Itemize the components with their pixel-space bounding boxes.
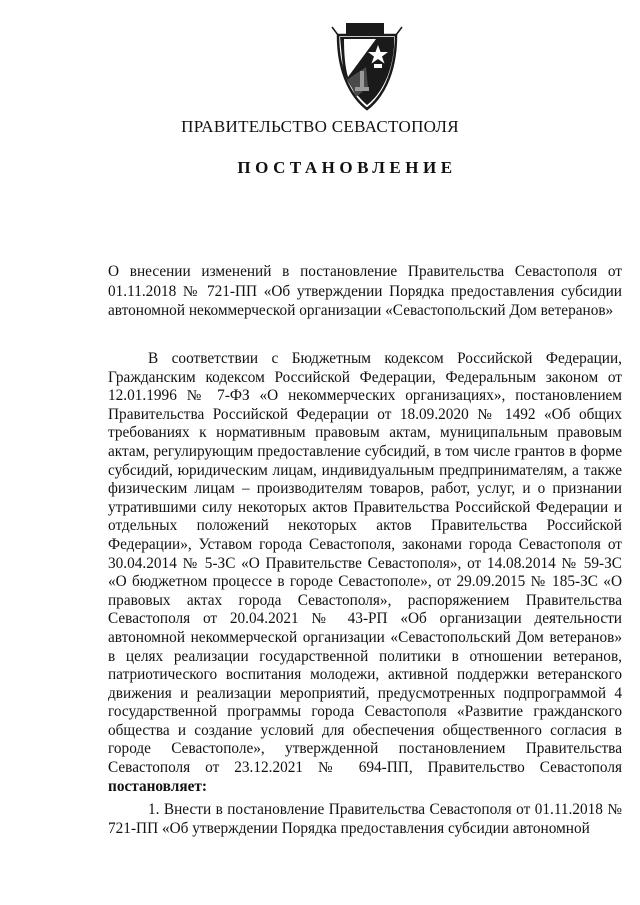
coat-of-arms-icon	[326, 17, 408, 113]
preamble-paragraph	[108, 350, 622, 796]
document-subject: О внесении изменений в постановление Правительства Севастополя от 01.11.2018 № 721-ПП «Об утверждении Порядка предоставления субсидии автономной некоммерческой организации «Севастопольский Дом ветеранов»	[108, 263, 622, 319]
preamble-text: В соответствии с Бюджетным кодексом Российской Федерации, Гражданским кодексом Российской Федерации, Федеральным законом от 12.01.1996 № 7-ФЗ «О некоммерческих организациях», постановлением Правительства Российской Федерации от 18.09.2020 № 1492 «Об общих требованиях к нормативным правовым актам, муниципальным правовым актам, регулирующим предоставление субсидий, в том числе грантов в форме субсидий, юридическим лицам, индивидуальным предпринимателям, а также физическим лицам – производителям товаров, работ, услуг, и о признании утратившими силу некоторых актов Правительства Российской Федерации и отдельных положений некоторых актов Правительства Российской Федерации», Уставом города Севастополя, законами города Севастополя от 30.04.2014 № 5-ЗС «О Правительстве Севастополя», от 14.08.2014 № 59-ЗС «О бюджетном процессе в городе Севастополе», от 29.09.2015 № 185-ЗС «О правовых актах города Севастополя», распоряжением Правительства Севастополя от 20.04.2021 № 43-РП «Об организации деятельности автономной некоммерческой организации «Севастопольский Дом ветеранов» в целях реализации государственной политики в отношении ветеранов, патриотического воспитания молодежи, активной поддержки ветеранского движения и реализации мероприятий, предусмотренных подпрограммой 4 государственной программы города Севастополя «Развитие гражданского общества и создание условий для обеспечения общественного согласия в городе Севастополе», утвержденной постановлением Правительства Севастополя от 23.12.2021 № 694-ПП, Правительство Севастополя	[108, 350, 622, 777]
resolves-word: постановляет:	[108, 777, 207, 795]
government-title: ПРАВИТЕЛЬСТВО СЕВАСТОПОЛЯ	[181, 117, 459, 136]
document-type-title: ПОСТАНОВЛЕНИЕ	[237, 158, 457, 177]
item-1-paragraph: 1. Внести в постановление Правительства Севастополя от 01.11.2018 № 721-ПП «Об утверждении Порядка предоставления субсидии автономной	[108, 801, 622, 837]
